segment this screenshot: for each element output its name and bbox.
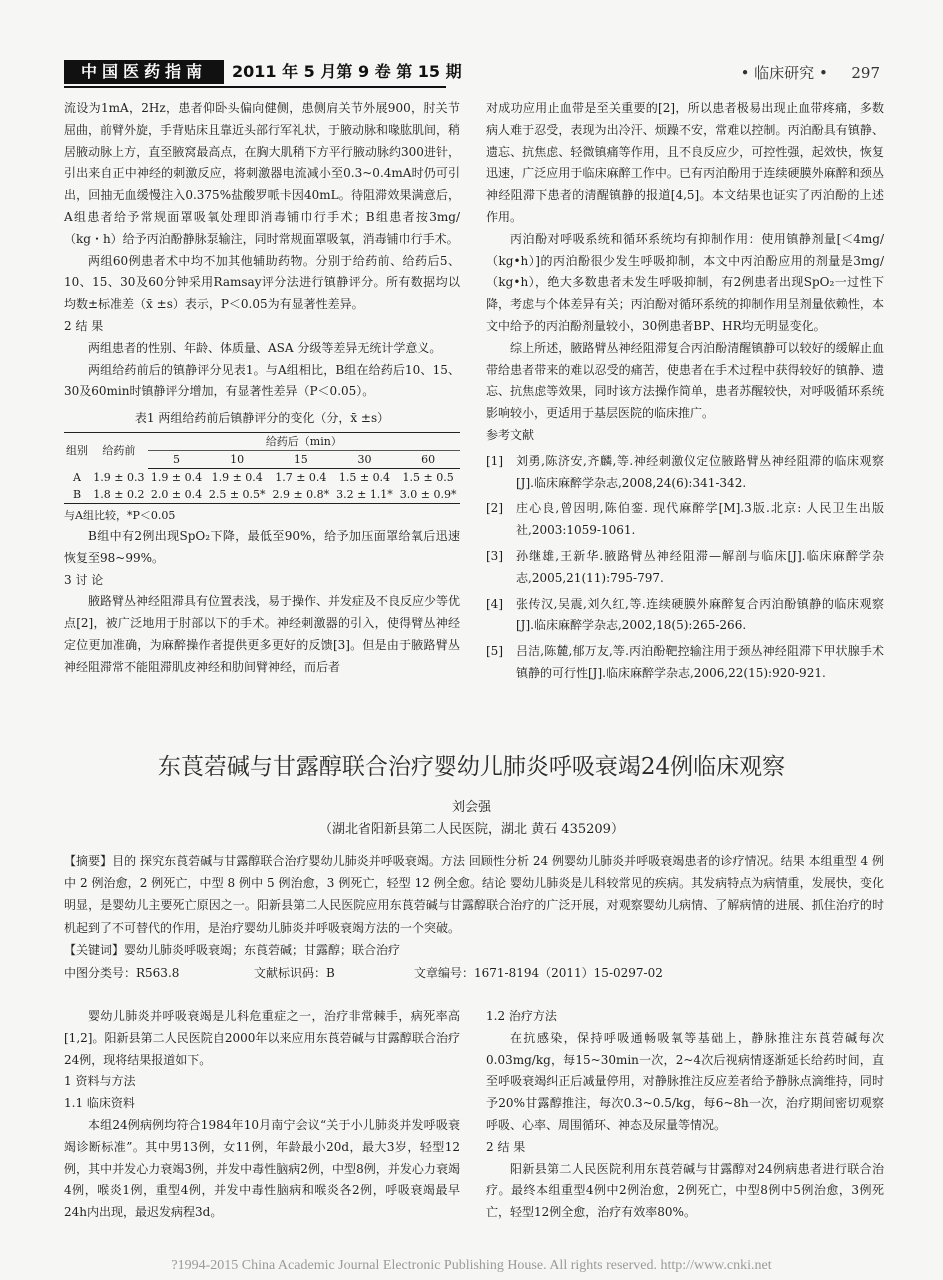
header-rule (64, 86, 446, 88)
reference-item (486, 498, 884, 542)
section-heading: 1 资料与方法 (64, 1074, 136, 1089)
table-cell: 1.9 ± 0.3 (93, 470, 145, 484)
article2-right-column (486, 1006, 884, 1224)
article2-title: 东莨菪碱与甘露醇联合治疗婴幼儿肺炎呼吸衰竭24例临床观察 (157, 754, 786, 780)
methods-paragraph: 两组60例患者术中均不加其他辅助药物。分别于给药前、给药后5、10、15、30及60分钟采用Ramsay评分法进行镇静评分。所有数据均以均数±标准差（x̄ ±s）表示，P＜0.05为有显著性差异。 (64, 253, 460, 312)
table-cell: 1.5 ± 0.5 (402, 470, 454, 484)
issue-info: 2011 年 5 月第 9 卷 第 15 期 (232, 62, 462, 81)
table-cell-group: A (73, 470, 81, 484)
table-cell: 1.7 ± 0.4 (275, 470, 327, 484)
section-and-page (700, 62, 880, 83)
section-heading: 3 讨 论 (64, 572, 104, 587)
article2-author: 刘会强 (451, 800, 491, 815)
clc-number: 中图分类号：R563.8 (64, 966, 180, 980)
table-cell-group: B (72, 487, 82, 501)
table-cell: 2.9 ± 0.8* (272, 487, 330, 501)
keywords-text: 【关键词】婴幼儿肺炎呼吸衰竭；东莨菪碱；甘露醇；联合治疗 (64, 942, 401, 957)
table-header-time: 60 (396, 450, 460, 468)
discussion-paragraph: 对成功应用止血带是至关重要的[2]，所以患者极易出现止血带疼痛，多数病人难于忍受，表现为出冷汗、烦躁不安，常难以控制。丙泊酚具有镇静、遗忘、抗焦虑、轻微镇痛等作用，且不良反应少，可控性强，起效快，恢复迅速，广泛应用于临床麻醉工作中。已有丙泊酚用于连续硬膜外麻醉和颈丛神经阻滞下患者的清醒镇静的报道[4,5]。本文结果也证实了丙泊酚的上述作用。 (486, 101, 884, 224)
reference-number: [1] (486, 453, 503, 468)
subsection-heading: 1.1 临床资料 (64, 1096, 135, 1111)
reference-item (486, 641, 884, 685)
article2-metadata (64, 964, 884, 984)
article2-abstract-block (64, 850, 884, 961)
results-paragraph: 阳新县第二人民医院利用东莨菪碱与甘露醇对24例病患者进行联合治疗。最终本组重型4例中2例治愈，2例死亡，中型8例中5例治愈，3例死亡，轻型12例全愈，治疗有效率80%。 (486, 1161, 884, 1220)
section-heading: 2 结 果 (64, 318, 104, 333)
intro-paragraph: 婴幼儿肺炎并呼吸衰竭是儿科危重症之一，治疗非常棘手，病死率高[1,2]。阳新县第二人民医院自2000年以来应用东莨菪碱与甘露醇联合治疗24例，现将结果报道如下。 (64, 1009, 460, 1067)
table-row (64, 486, 460, 504)
reference-item (486, 451, 884, 495)
table-header-pre: 给药前 (102, 444, 136, 458)
reference-number: [5] (486, 644, 503, 659)
article2-affiliation: （湖北省阳新县第二人民医院，湖北 黄石 435209） (319, 822, 624, 837)
article2-left-column (64, 1006, 460, 1224)
table-header-post: 给药后（min） (265, 434, 342, 448)
article-number: 文章编号：1671-8194（2011）15-0297-02 (414, 966, 663, 980)
table-note: 与A组比较，*P＜0.05 (64, 508, 176, 522)
copyright-footer: ?1994-2015 China Academic Journal Electronic Publishing House. All rights reserved. http://www.cnki.net (171, 1258, 772, 1273)
article1-right-column (486, 98, 884, 685)
table-cell: 1.9 ± 0.4 (150, 470, 203, 484)
table-header-time: 30 (333, 450, 397, 468)
spo2-paragraph: B组中有2例出现SpO₂下降，最低至90%，给予加压面罩给氧后迅速恢复至98~99%。 (64, 528, 460, 565)
section-label: • 临床研究 • (740, 64, 828, 82)
journal-name: 中国医药指南 (64, 60, 224, 84)
table-cell: 1.8 ± 0.2 (93, 487, 145, 501)
table-header-time: 5 (148, 450, 206, 468)
table-cell: 1.5 ± 0.4 (338, 470, 391, 484)
reference-text: 庄心良,曾因明,陈伯銮. 现代麻醉学[M].3版.北京: 人民卫生出版社,2003:1059-1061. (516, 501, 884, 538)
reference-number: [2] (486, 501, 503, 516)
table-cell: 2.5 ± 0.5* (208, 487, 266, 501)
sedation-score-table (64, 432, 460, 504)
reference-item (486, 546, 884, 590)
subsection-heading: 1.2 治疗方法 (486, 1009, 557, 1023)
conclusion-paragraph: 综上所述，腋路臂丛神经阻滞复合丙泊酚清醒镇静可以较好的缓解止血带给患者带来的难以忍受的痛苦，使患者在手术过程中获得较好的镇静、遗忘、抗焦虑等效果，同时该方法操作简单，患者苏醒较快，对呼吸循环系统影响较小，更适用于基层医院的临床推广。 (486, 340, 884, 421)
abstract-text: 【摘要】目的 探究东莨菪碱与甘露醇联合治疗婴幼儿肺炎并呼吸衰竭。方法 回顾性分析 24 例婴幼儿肺炎并呼吸衰竭患者的诊疗情况。结果 本组重型 4 例中 2 例治愈，2 例死亡，中型 8 例中 5 例治愈，3 例死亡，轻型 12 例全愈。结论 婴幼儿肺炎是儿科较常见的疾病。其发病特点为病情重，发展快，变化明显，是婴幼儿主要死亡原因之一。阳新县第二人民医院应用东莨菪碱与甘露醇联合治疗的广泛开展，对观察婴幼儿病情、了解病情的进展、抓住治疗的时机起到了不可替代的作用，是治疗婴幼儿肺炎并呼吸衰竭方法的一个突破。 (64, 854, 884, 935)
results-paragraph: 两组患者的性别、年龄、体质量、ASA 分级等差异无统计学意义。 (88, 340, 442, 355)
table-header-group: 组别 (66, 444, 88, 458)
table-cell: 1.9 ± 0.4 (211, 470, 263, 484)
results-paragraph: 两组给药前后的镇静评分见表1。与A组相比，B组在给药后10、15、30及60min时镇静评分增加，有显著性差异（P＜0.05）。 (64, 362, 460, 399)
references-heading: 参考文献 (486, 427, 535, 442)
reference-item (486, 594, 884, 638)
document-code: 文献标识码：B (254, 966, 335, 980)
reference-text: 孙继雄,王新华.腋路臂丛神经阻滞—解剖与临床[J].临床麻醉学杂志,2005,21(11):795-797. (516, 548, 884, 585)
methods-paragraph: 流设为1mA，2Hz，患者仰卧头偏向健侧，患侧肩关节外展900，肘关节屈曲，前臂外旋，手背贴床且靠近头部行军礼状，于腋动脉和喙肱肌间，稍居腋动脉上方，直至腋窝最高点，在胸大肌稍下方平行腋动脉约300进针，引出来自正中神经的刺激反应，将刺激器电流减小至0.3~0.4mA时仍可引出，回抽无血缓慢注入0.375%盐酸罗哌卡因40mL。待阻滞效果满意后，A组患者给予常规面罩吸氧处理即消毒铺巾行手术；B组患者按3mg/（kg・h）给予丙泊酚静脉泵输注，同时常规面罩吸氧，消毒铺巾行手术。 (64, 101, 461, 246)
reference-text: 张传汉,吴震,刘久红,等.连续硬膜外麻醉复合丙泊酚镇静的临床观察[J].临床麻醉学杂志,2002,18(5):265-266. (516, 596, 884, 633)
clinical-data-paragraph: 本组24例病例均符合1984年10月南宁会议“关于小儿肺炎并发呼吸衰竭诊断标准”。其中男13例，女11例，年龄最小20d，最大3岁，轻型12例，其中并发心力衰竭3例，并发中毒性脑病2例，中型8例，并发心力衰竭4例，喉炎1例，重型4例，并发中毒性脑病和喉炎各2例，呼吸衰竭最早24h内出现，最迟发病程3d。 (64, 1117, 460, 1220)
table-caption: 表1 两组给药前后镇静评分的变化（分，x̄ ±s） (134, 411, 390, 426)
table-row (64, 468, 460, 486)
table-cell: 2.0 ± 0.4 (150, 487, 203, 501)
table-cell: 3.2 ± 1.1* (336, 487, 393, 501)
article1-left-column (64, 98, 460, 679)
page-number: 297 (851, 64, 880, 82)
discussion-paragraph: 丙泊酚对呼吸系统和循环系统均有抑制作用：使用镇静剂量[＜4mg/（kg•h）]的丙泊酚很少发生呼吸抑制，本文中丙泊酚应用的剂量是3mg/（kg•h），绝大多数患者未发生呼吸抑制，有2例患者出现SpO₂一过性下降，考虑与个体差异有关；丙泊酚对循环系统的抑制作用呈剂量依赖性，本文中给予的丙泊酚剂量较小，30例患者BP、HR均无明显变化。 (486, 231, 884, 333)
reference-text: 吕洁,陈麓,郁万友,等.丙泊酚靶控输注用于颈丛神经阻滞下甲状腺手术镇静的可行性[J].临床麻醉学杂志,2006,22(15):920-921. (516, 644, 884, 680)
reference-text: 刘勇,陈济安,齐麟,等.神经刺激仪定位腋路臂丛神经阻滞的临床观察[J].临床麻醉学杂志,2008,24(6):341-342. (516, 453, 884, 490)
table-header-time: 15 (269, 450, 333, 468)
reference-number: [4] (486, 596, 503, 611)
table-header-time: 10 (205, 450, 269, 468)
section-heading: 2 结 果 (486, 1139, 526, 1154)
discussion-paragraph: 腋路臂丛神经阻滞具有位置表浅，易于操作、并发症及不良反应少等优点[2]，被广泛地用于肘部以下的手术。神经刺激器的引入，使得臂丛神经定位更加准确，为麻醉操作者提供更多更好的反馈[3]。但是由于腋路臂丛神经阻滞常不能阻滞肌皮神经和肋间臂神经，而后者 (64, 594, 461, 674)
reference-list (486, 451, 884, 685)
table-cell: 3.0 ± 0.9* (399, 487, 457, 501)
treatment-paragraph: 在抗感染，保持呼吸通畅吸氧等基础上，静脉推注东莨菪碱每次0.03mg/kg，每15~30min一次，2~4次后视病情逐渐延长给药时间，直至呼吸衰竭纠正后减量停用，对静脉推注反应差者给予静脉点滴维持，同时予20%甘露醇推注，每次0.3~0.5/kg，每6~8h一次，治疗期间密切观察呼吸、心率、周围循环、神态及尿量等情况。 (486, 1030, 884, 1132)
reference-number: [3] (486, 548, 503, 563)
